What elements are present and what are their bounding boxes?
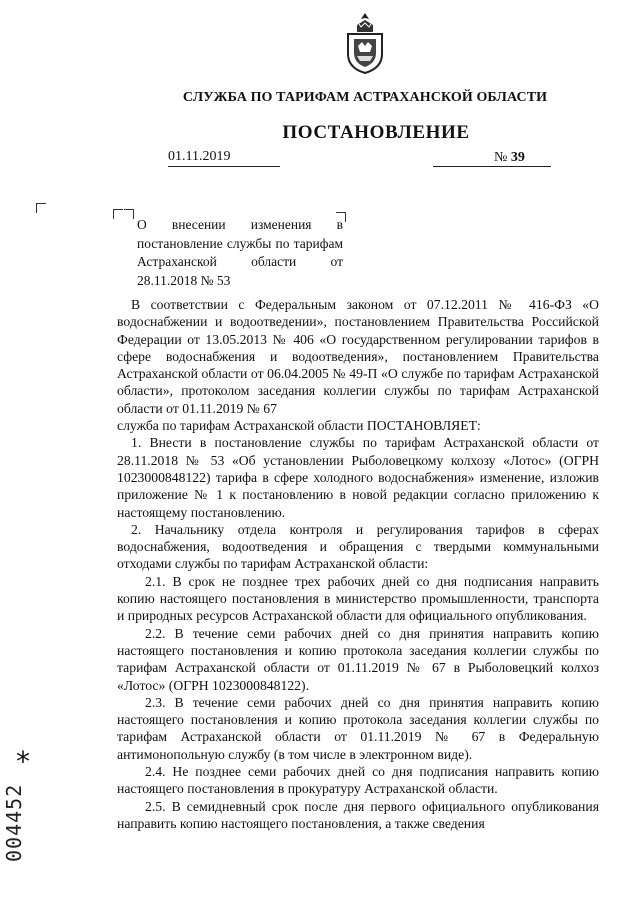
side-star-mark: * bbox=[16, 745, 30, 778]
document-type-title: ПОСТАНОВЛЕНИЕ bbox=[282, 122, 470, 143]
paragraph-2-4: 2.4. Не позднее семи рабочих дней со дня подписания направить копию настоящего постановления в прокуратуру Астраханской области. bbox=[117, 764, 599, 797]
number-value: 39 bbox=[510, 150, 525, 165]
corner-mark bbox=[124, 209, 134, 219]
document-number bbox=[494, 150, 525, 166]
document-date: 01.11.2019 bbox=[168, 149, 231, 164]
corner-mark bbox=[36, 203, 46, 213]
corner-mark bbox=[113, 209, 123, 219]
resolves-line: служба по тарифам Астраханской области ПОСТАНОВЛЯЕТ: bbox=[117, 418, 481, 434]
number-sign: № bbox=[494, 150, 508, 165]
date-underline bbox=[168, 166, 280, 167]
document-subject: О внесении изменения в постановление службы по тарифам Астраханской области от 28.11.2018 № 53 bbox=[137, 217, 343, 288]
preamble-paragraph: В соответствии с Федеральным законом от 07.12.2011 № 416-ФЗ «О водоснабжении и водоотведении», постановлением Правительства Российской Федерации от 13.05.2013 № 406 «О государственном регулировании тарифов в сфере водоснабжения и водоотведения», постановлением Правительства Астраханской области от 06.04.2005 № 49-П «О службе по тарифам Астраханской области», протоколом заседания коллегии службы по тарифам Астраханской области от 01.11.2019 № 67 bbox=[117, 297, 599, 416]
coat-of-arms-icon bbox=[342, 12, 388, 74]
paragraph-1: 1. Внести в постановление службы по тарифам Астраханской области от 28.11.2018 № 53 «Об установлении Рыболовецкому колхозу «Лотос» (ОГРН 1023000848122) тарифа в сфере холодного водоснабжения» изменение, изложив приложение № 1 к постановлению в новой редакции согласно приложению к настоящему постановлению. bbox=[117, 435, 599, 520]
paragraph-2: 2. Начальнику отдела контроля и регулирования тарифов в сферах водоснабжения, водоотведения и обращения с твердыми коммунальными отходами службы по тарифам Астраханской области: bbox=[117, 521, 599, 572]
agency-name: СЛУЖБА ПО ТАРИФАМ АСТРАХАНСКОЙ ОБЛАСТИ bbox=[182, 90, 548, 105]
paragraph-2-3: 2.3. В течение семи рабочих дней со дня принятия направить копию настоящего постановления и копию протокола заседания коллегии службы по тарифам Астраханской области от 01.11.2019 № 67 в Федеральную антимонопольную службу (в том числе в электронном виде). bbox=[117, 694, 599, 762]
document-body bbox=[117, 296, 599, 832]
side-serial-number: 004452 bbox=[2, 783, 26, 862]
paragraph-2-1: 2.1. В срок не позднее трех рабочих дней со дня подписания направить копию настоящего постановления в министерство промышленности, транспорта и природных ресурсов Астраханской области для официального опубликования. bbox=[117, 573, 599, 624]
paragraph-2-2: 2.2. В течение семи рабочих дней со дня принятия направить копию настоящего постановления и копию протокола заседания коллегии службы по тарифам Астраханской области от 01.11.2019 № 67 в Рыболовецкий колхоз «Лотос» (ОГРН 1023000848122). bbox=[117, 625, 599, 693]
number-underline bbox=[433, 166, 551, 167]
paragraph-2-5: 2.5. В семидневный срок после дня первого официального опубликования направить копию настоящего постановления, а также сведения bbox=[117, 798, 599, 831]
